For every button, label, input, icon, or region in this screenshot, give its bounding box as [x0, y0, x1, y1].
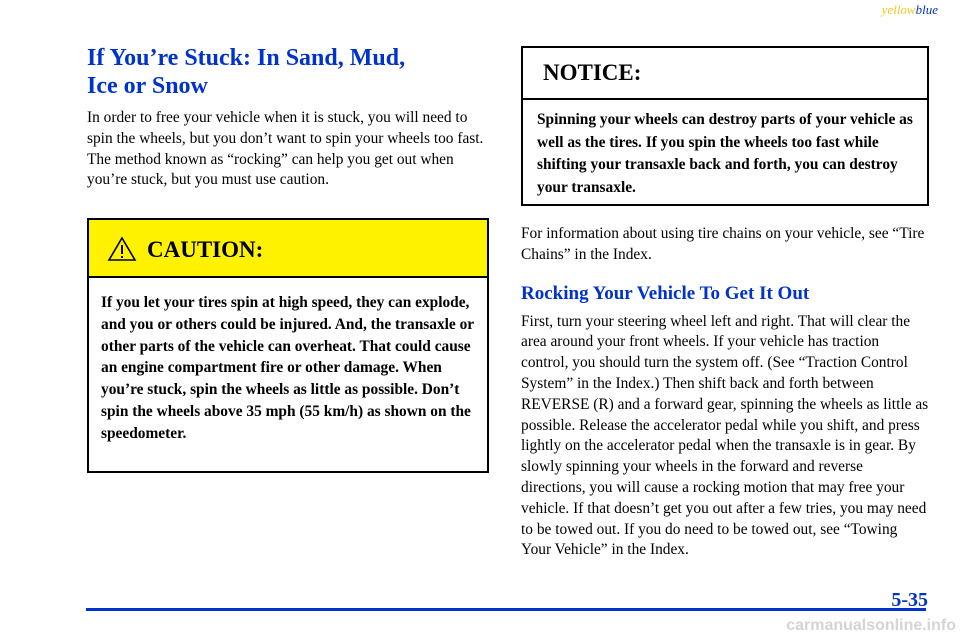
footer-rule — [86, 608, 926, 611]
right-column — [521, 46, 929, 561]
notice-text: Spinning your wheels can destroy parts of your vehicle as well as the tires. If you spin the wheels too fast while shifting your transaxle back and forth, you can destroy your transaxle. — [537, 111, 913, 196]
notice-header — [523, 48, 927, 100]
notice-label: NOTICE: — [543, 60, 642, 85]
page-number: 5-35 — [891, 589, 928, 611]
intro-paragraph: In order to free your vehicle when it is stuck, you will need to spin the wheels, but you don’t want to spin your wheels too fast. The method known as “rocking” can help you get out when you’re stuck, but you must use caution. — [87, 109, 484, 189]
color-proof-tag — [882, 2, 938, 18]
section-title — [87, 44, 491, 100]
caution-box — [87, 218, 489, 473]
caution-header — [89, 220, 487, 278]
section-title-line-1: If You’re Stuck: In Sand, Mud, — [87, 45, 406, 71]
corner-tag-yellow: yellow — [881, 2, 916, 17]
caution-label: CAUTION: — [147, 237, 264, 262]
rocking-paragraph: First, turn your steering wheel left and right. That will clear the area around your front wheels. If your vehicle has traction control, you should turn the system off. (See “Traction Control System” in the Index.) Then shift back and forth between REVERSE (R) and a forward gear, spinning the wheels as little as possible. Release the accelerator pedal while you shift, and press lightly on the accelerator pedal when the transaxle is in gear. By slowly spinning your wheels in the forward and reverse directions, you will cause a rocking motion that may free your vehicle. If that doesn’t get you out after a few tries, you may need to be towed out. If you do need to be towed out, see “Towing Your Vehicle” in the Index. — [521, 312, 929, 559]
corner-tag-blue: blue — [915, 2, 938, 17]
left-column — [87, 44, 491, 191]
subsection-title: Rocking Your Vehicle To Get It Out — [521, 282, 810, 304]
tire-chains-paragraph: For information about using tire chains on your vehicle, see “Tire Chains” in the Index. — [521, 225, 925, 263]
caution-text: If you let your tires spin at high speed, they can explode, and you or others could be injured. And, the transaxle or other parts of the vehicle can overheat. That could cause an engine compartment fire or other damage. When you’re stuck, spin the wheels as little as possible. Don’t spin the wheels above 35 mph (55 km/h) as shown on the speedometer. — [101, 294, 474, 442]
warning-triangle-icon — [107, 236, 137, 267]
notice-box — [521, 46, 929, 206]
section-title-line-2: Ice or Snow — [87, 73, 208, 99]
watermark: carmanualsonline.info — [786, 617, 956, 634]
